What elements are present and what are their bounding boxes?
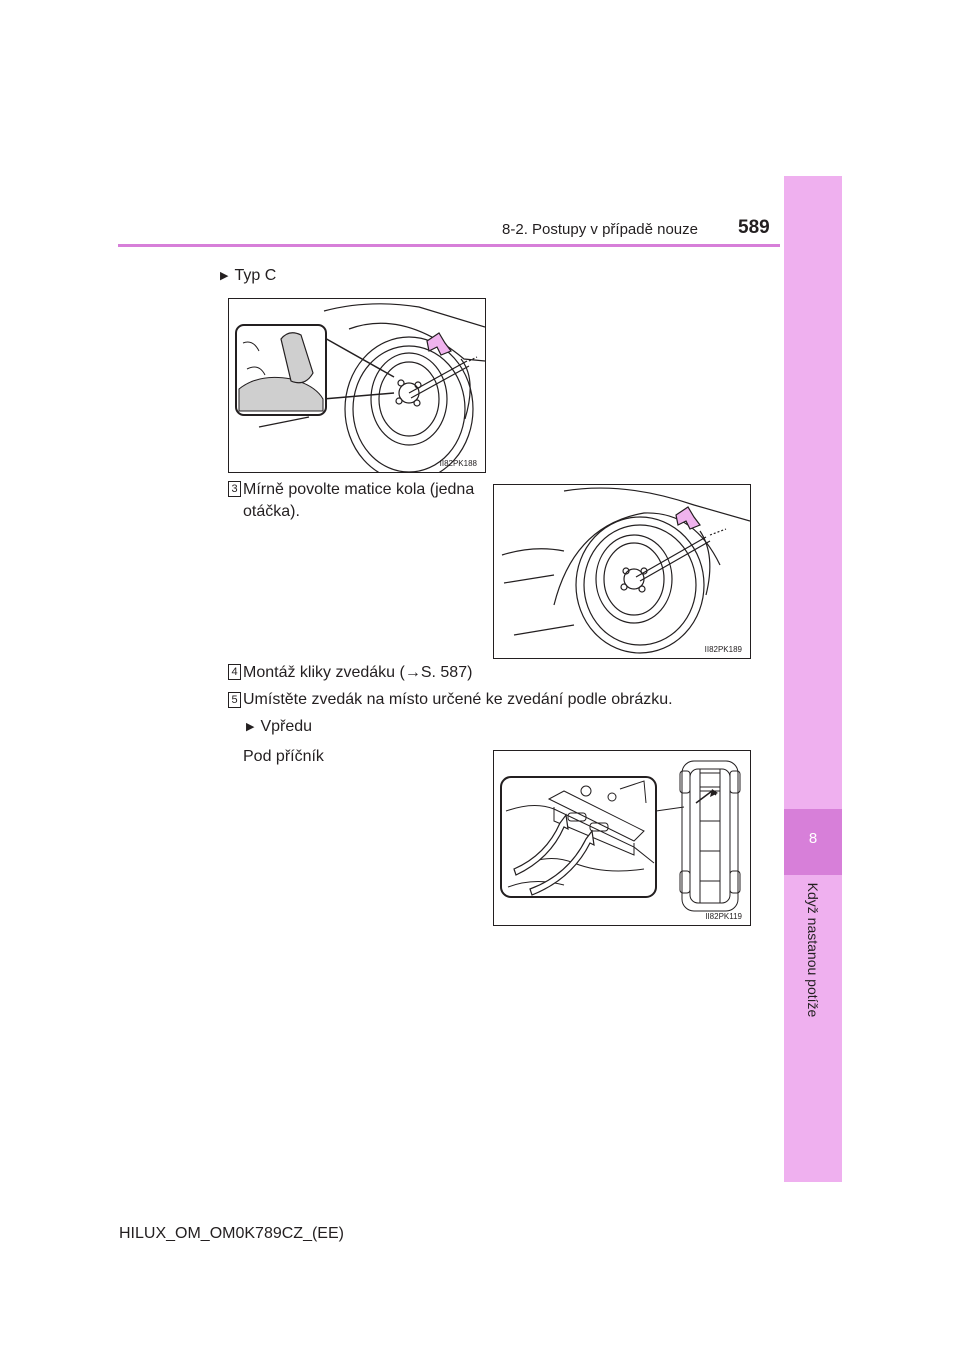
step-number-box: 4 (228, 664, 241, 680)
step4-text: Montáž kliky zvedáku (→S. 587) (243, 664, 473, 681)
figure-wheel-loosen (493, 484, 751, 659)
step3-text-line2: otáčka). (243, 503, 300, 520)
figure-code: II82PK119 (705, 912, 742, 921)
step3-text-line1: Mírně povolte matice kola (jedna (243, 481, 475, 498)
wheel-nut-loosening-illustration (229, 299, 485, 472)
jack-point-illustration (494, 751, 750, 925)
section-title: 8-2. Postupy v případě nouze (502, 221, 698, 238)
figure-jack-point-front (493, 750, 751, 926)
chapter-sidebar (784, 176, 842, 1182)
chapter-number: 8 (808, 830, 818, 847)
figure-wheel-typ-c (228, 298, 486, 473)
step5-text: Umístěte zvedák na místo určené ke zvedání podle obrázku. (243, 691, 673, 708)
front-description: Pod příčník (243, 748, 324, 765)
front-heading (246, 716, 312, 738)
wheel-wrench-illustration (494, 485, 750, 658)
front-label: Vpředu (260, 718, 313, 735)
document-code: HILUX_OM_OM0K789CZ_(EE) (119, 1225, 344, 1242)
type-c-label: Typ C (234, 267, 277, 284)
figure-code: II82PK189 (704, 645, 742, 654)
page-number: 589 (738, 217, 770, 238)
step-number-box: 5 (228, 692, 241, 708)
step-number-box: 3 (228, 481, 241, 497)
figure-code: II82PK188 (439, 459, 477, 468)
triangle-bullet-icon: ▶ (246, 721, 255, 733)
type-c-heading (220, 265, 276, 287)
header-divider (118, 244, 780, 247)
chapter-title: Když nastanou potíže (805, 882, 821, 1018)
triangle-bullet-icon: ▶ (220, 270, 229, 282)
